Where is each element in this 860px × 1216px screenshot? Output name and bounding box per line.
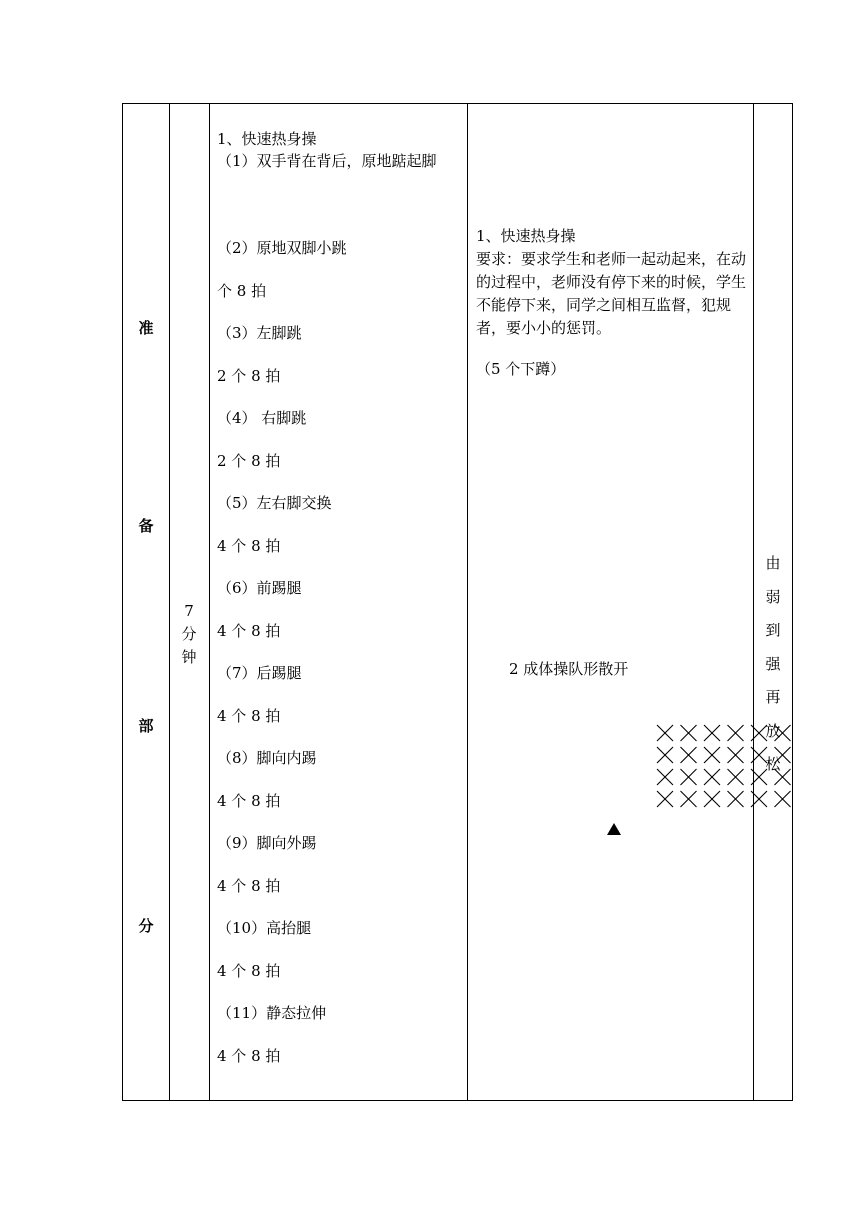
student-cross-icon <box>657 747 673 763</box>
content-line: （1）双手背在背后，原地踮起脚 <box>217 152 437 170</box>
column-divider <box>209 104 210 1100</box>
note-char: 由 <box>765 554 781 572</box>
section-char: 备 <box>138 517 154 535</box>
content-line: （8）脚向内踢 <box>217 749 317 767</box>
student-cross-icon <box>657 791 673 807</box>
section-char: 部 <box>138 717 154 735</box>
content-line: 个 8 拍 <box>217 282 267 300</box>
content-line: （10）高抬腿 <box>217 919 312 937</box>
student-cross-icon <box>681 769 697 785</box>
note-char: 松 <box>765 755 781 773</box>
content-line: （11）静态拉伸 <box>217 1004 327 1022</box>
note-char: 到 <box>765 621 781 639</box>
note-char: 再 <box>765 688 781 706</box>
student-cross-icon <box>704 747 720 763</box>
content-line: （5）左右脚交换 <box>217 494 332 512</box>
content-line: （3）左脚跳 <box>217 324 302 342</box>
content-line: （4） 右脚跳 <box>217 409 307 427</box>
content-line: （9）脚向外踢 <box>217 834 317 852</box>
student-cross-icon <box>704 791 720 807</box>
note-char: 强 <box>765 654 781 673</box>
content-line: 4 个 8 拍 <box>217 537 281 555</box>
student-cross-icon <box>704 769 720 785</box>
method-requirement: 要求：要求学生和老师一起动起来，在动的过程中，老师没有停下来的时候，学生不能停下来，同学之间相互监督，犯规者，要小小的惩罚。 <box>476 250 747 337</box>
section-char: 准 <box>138 319 154 337</box>
student-cross-icon <box>681 791 697 807</box>
student-cross-icon <box>751 791 767 807</box>
student-cross-icon <box>681 747 697 763</box>
content-line: （6）前踢腿 <box>217 579 302 597</box>
student-cross-icon <box>704 725 720 741</box>
note-cell <box>753 547 793 782</box>
content-line: 2 个 8 拍 <box>217 452 281 470</box>
section-char: 分 <box>138 917 154 935</box>
student-cross-icon <box>728 725 744 741</box>
content-line: 4 个 8 拍 <box>217 707 281 725</box>
time-cell <box>169 600 209 669</box>
student-cross-icon <box>728 747 744 763</box>
content-line: 4 个 8 拍 <box>217 962 281 980</box>
content-line: 2 个 8 拍 <box>217 367 281 385</box>
content-line: 4 个 8 拍 <box>217 877 281 895</box>
content-line: 4 个 8 拍 <box>217 792 281 810</box>
formation-label: 2 成体操队形散开 <box>509 660 629 678</box>
content-line: （7）后踢腿 <box>217 664 302 682</box>
method-penalty: （5 个下蹲） <box>476 360 566 378</box>
time-char: 7 <box>184 602 194 620</box>
student-cross-icon <box>728 791 744 807</box>
student-cross-icon <box>775 791 791 807</box>
time-char: 分 <box>181 625 197 643</box>
student-cross-icon <box>657 725 673 741</box>
time-char: 钟 <box>181 648 197 666</box>
column-divider <box>467 104 468 1100</box>
lesson-plan-table <box>122 103 793 1101</box>
student-cross-icon <box>657 769 673 785</box>
note-char: 放 <box>765 721 781 740</box>
student-cross-icon <box>681 725 697 741</box>
content-line: 4 个 8 拍 <box>217 622 281 640</box>
content-line: 4 个 8 拍 <box>217 1047 281 1065</box>
content-line: 1、快速热身操 <box>217 130 317 148</box>
teacher-triangle-icon <box>606 822 622 836</box>
note-char: 弱 <box>765 587 781 606</box>
content-line: （2）原地双脚小跳 <box>217 239 347 257</box>
method-heading: 1、快速热身操 <box>476 227 576 245</box>
student-cross-icon <box>728 769 744 785</box>
